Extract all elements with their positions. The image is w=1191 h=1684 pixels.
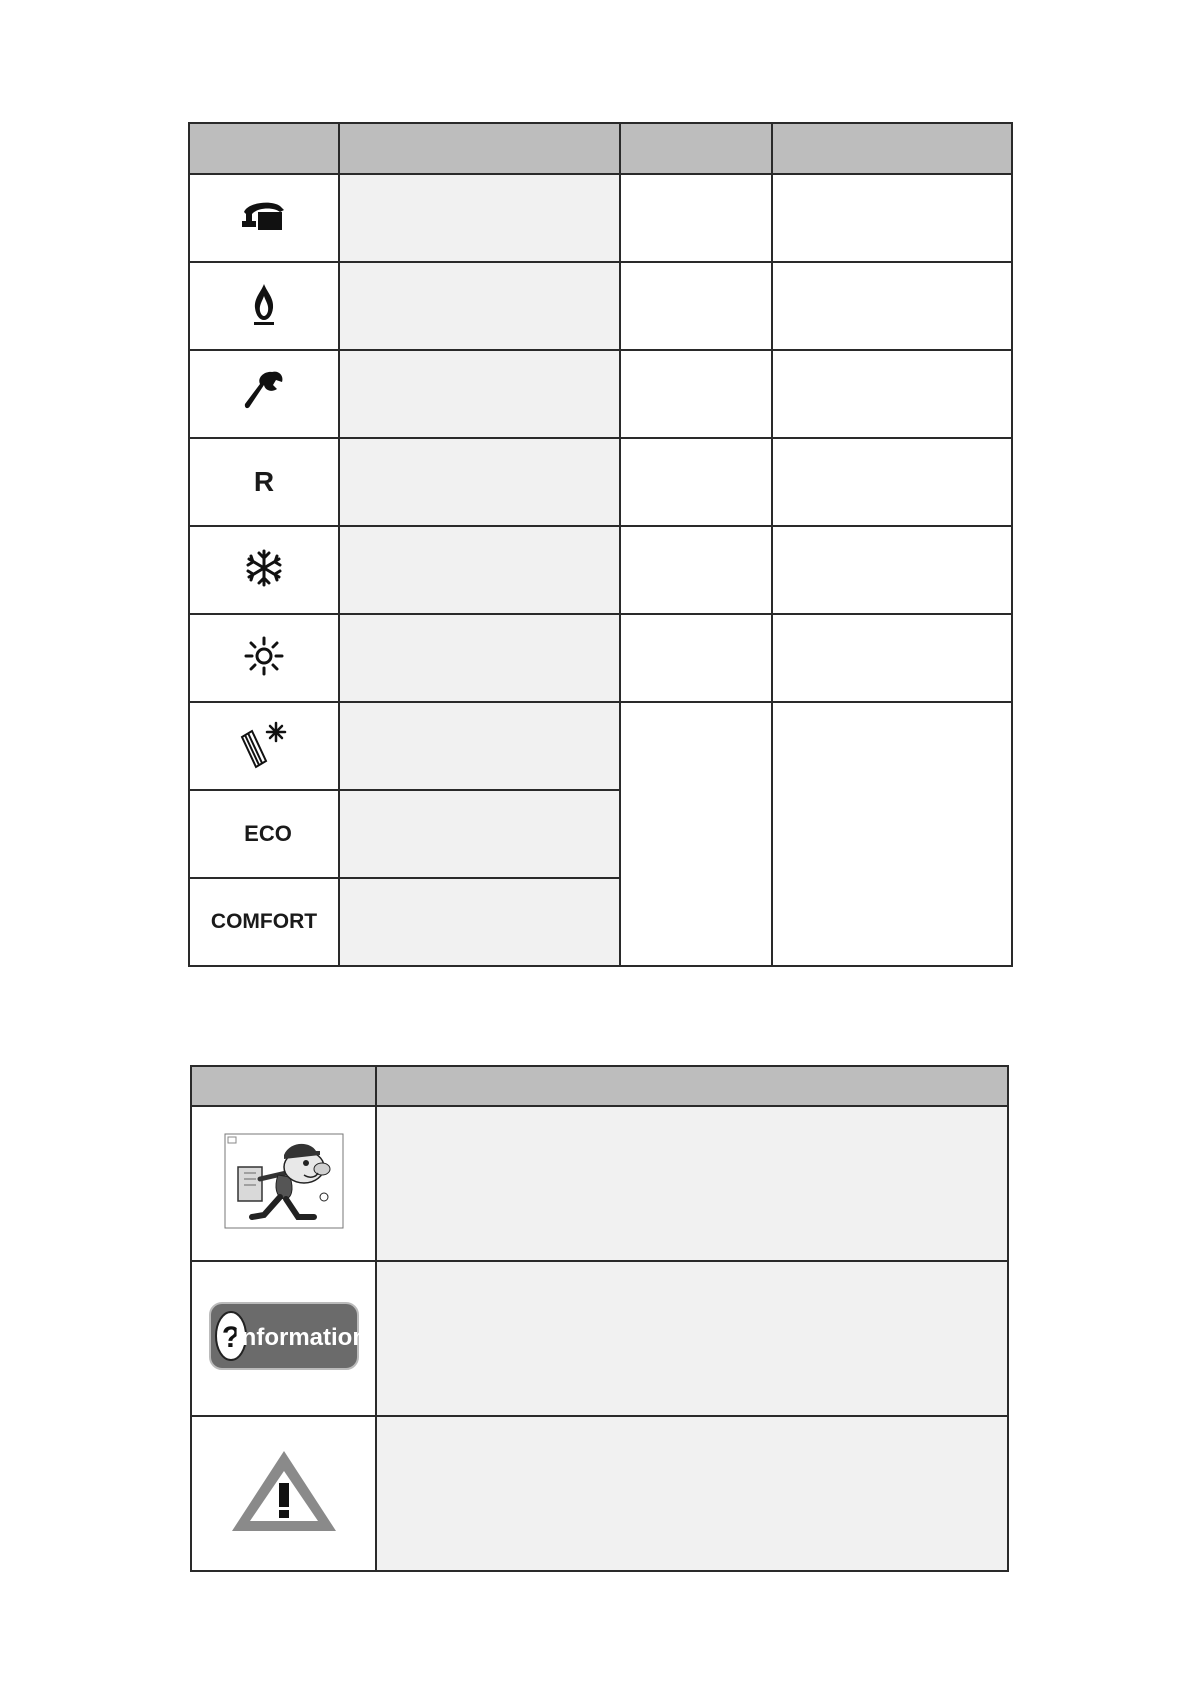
description-cell — [376, 1261, 1008, 1416]
description-cell — [339, 790, 620, 878]
faucet-icon — [238, 198, 290, 234]
table-cell — [772, 174, 1012, 262]
table-row — [191, 1106, 1008, 1261]
header-cell — [620, 123, 772, 174]
table-row — [191, 1261, 1008, 1416]
table-row — [189, 438, 1012, 526]
icon-cell — [191, 1106, 376, 1261]
letter-r-icon: R — [253, 466, 275, 497]
sun-icon — [244, 636, 284, 676]
radiator-spark-icon — [236, 717, 292, 771]
icon-cell — [189, 526, 339, 614]
description-cell — [339, 878, 620, 966]
icon-cell — [189, 702, 339, 790]
notes-table-header — [191, 1066, 1008, 1106]
table-cell — [620, 262, 772, 350]
warning-triangle-icon — [228, 1447, 340, 1535]
information-badge-icon — [209, 1302, 359, 1370]
svg-text:?: ? — [221, 1321, 240, 1354]
icon-cell — [189, 790, 339, 878]
description-cell — [339, 526, 620, 614]
table-cell — [772, 614, 1012, 702]
flame-icon — [251, 282, 277, 326]
table-row — [189, 174, 1012, 262]
description-cell — [376, 1106, 1008, 1261]
table-row — [189, 350, 1012, 438]
table-cell — [620, 350, 772, 438]
technician-cartoon-icon — [224, 1133, 344, 1229]
comfort-label: COMFORT — [210, 910, 318, 933]
icon-cell — [189, 262, 339, 350]
icon-cell — [189, 878, 339, 966]
table-row — [191, 1416, 1008, 1571]
header-cell — [772, 123, 1012, 174]
description-cell — [376, 1416, 1008, 1571]
information-badge-text: Information — [234, 1324, 359, 1351]
table-row — [189, 526, 1012, 614]
table-row — [189, 262, 1012, 350]
snowflake-icon — [244, 548, 284, 588]
table-cell-merged — [620, 702, 772, 966]
symbols-table — [188, 122, 1013, 967]
table-row — [189, 702, 1012, 790]
table-cell — [772, 350, 1012, 438]
table-cell-merged — [772, 702, 1012, 966]
table-row — [189, 614, 1012, 702]
wrench-icon — [242, 368, 286, 416]
icon-cell — [191, 1416, 376, 1571]
notes-table — [190, 1065, 1009, 1572]
icon-cell — [189, 614, 339, 702]
icon-cell — [189, 350, 339, 438]
table-cell — [620, 614, 772, 702]
description-cell — [339, 438, 620, 526]
table-cell — [772, 262, 1012, 350]
header-cell — [191, 1066, 376, 1106]
icon-cell — [189, 174, 339, 262]
table-cell — [772, 438, 1012, 526]
icon-cell — [191, 1261, 376, 1416]
description-cell — [339, 614, 620, 702]
description-cell — [339, 350, 620, 438]
symbols-table-header — [189, 123, 1012, 174]
icon-cell — [189, 438, 339, 526]
header-cell — [376, 1066, 1008, 1106]
table-cell — [620, 438, 772, 526]
header-cell — [189, 123, 339, 174]
table-cell — [772, 526, 1012, 614]
description-cell — [339, 702, 620, 790]
description-cell — [339, 174, 620, 262]
eco-label: ECO — [244, 821, 292, 846]
header-cell — [339, 123, 620, 174]
description-cell — [339, 262, 620, 350]
table-cell — [620, 174, 772, 262]
table-cell — [620, 526, 772, 614]
